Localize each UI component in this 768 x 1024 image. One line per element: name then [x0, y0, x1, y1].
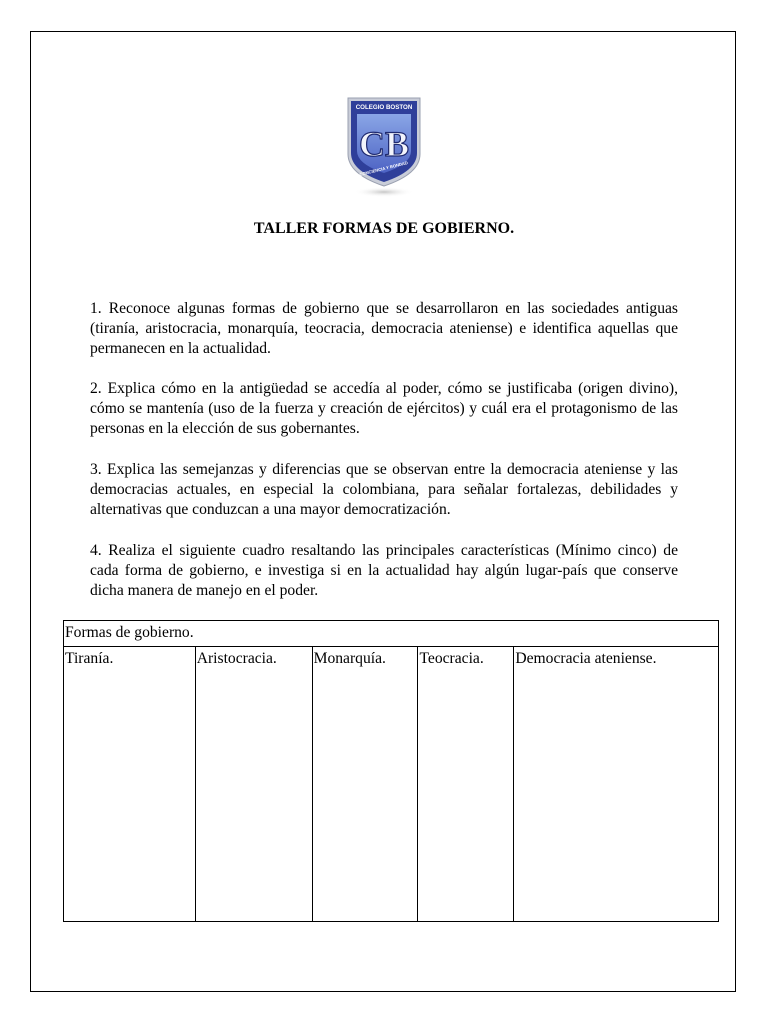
question-1: 1. Reconoce algunas formas de gobierno que se desarrollaron en las sociedades antiguas (tiranía, aristocracia, monarquía, teocracia, democracia ateniense) e identifica aquellas que permanecen en la actualidad.	[90, 300, 678, 357]
table-columns-row	[64, 647, 719, 922]
logo-initials: CB	[358, 124, 410, 164]
column-monarquia[interactable]: Monarquía.	[312, 647, 418, 922]
table-header-row	[64, 621, 719, 647]
question-3: 3. Explica las semejanzas y diferencias que se observan entre la democracia ateniense y las democracias actuales, en especial la colombiana, para señalar fortalezas, debilidades y alternativas que conduzcan a una mayor democratización.	[90, 461, 678, 518]
logo-bottom-text: CONCIENCIA Y BONDAD	[358, 160, 409, 177]
table-header: Formas de gobierno.	[64, 621, 719, 647]
document-title: TALLER FORMAS DE GOBIERNO.	[253, 220, 515, 237]
question-2: 2. Explica cómo en la antigüedad se accedía al poder, cómo se justificaba (origen divino), cómo se mantenía (uso de la fuerza y creación de ejércitos) y cuál era el protagonismo de las personas en la elección de sus gobernantes.	[90, 380, 678, 437]
column-democracia-ateniense[interactable]: Democracia ateniense.	[514, 647, 719, 922]
column-teocracia[interactable]: Teocracia.	[418, 647, 514, 922]
logo-shadow	[354, 187, 414, 197]
column-tirania[interactable]: Tiranía.	[64, 647, 196, 922]
column-aristocracia[interactable]: Aristocracia.	[195, 647, 312, 922]
school-logo	[346, 96, 422, 200]
logo-top-text: COLEGIO BOSTON	[355, 104, 413, 111]
question-4: 4. Realiza el siguiente cuadro resaltando las principales características (Mínimo cinco) de cada forma de gobierno, e investiga si en la actualidad hay algún lugar-país que conserve dicha manera de manejo en el poder.	[90, 542, 678, 599]
government-forms-table	[63, 620, 719, 922]
